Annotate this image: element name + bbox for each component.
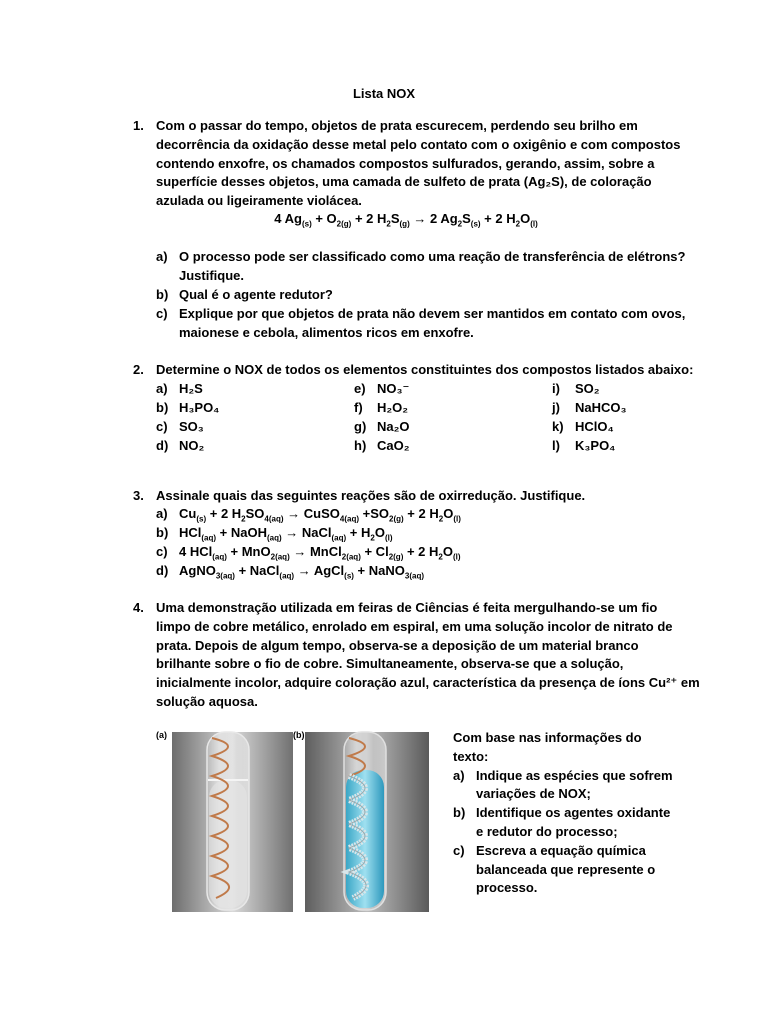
item-label: f)	[354, 400, 363, 415]
question-4-line: brilhante sobre o fio de cobre. Simultaneamente, observa-se que a solução,	[156, 656, 624, 672]
item-label: b)	[156, 400, 169, 415]
compound-formula: H₂S	[179, 381, 203, 396]
item-label: c)	[156, 419, 168, 434]
item-label: c)	[156, 306, 168, 321]
page-title: Lista NOX	[352, 86, 416, 101]
question-1-line: azulada ou ligeiramente violácea.	[156, 193, 362, 209]
question-2-line: Determine o NOX de todos os elementos constituintes dos compostos listados abaixo:	[156, 362, 694, 377]
compound-formula: HClO₄	[575, 419, 614, 434]
item-text: Identifique os agentes oxidante	[476, 805, 671, 821]
question-1-item-a	[156, 248, 686, 288]
compound-formula: CaO₂	[377, 438, 410, 453]
question-4-line: prata. Depois de algum tempo, observa-se a deposição de um material branco	[156, 637, 639, 653]
question-1-item-c	[156, 305, 686, 345]
item-label: a)	[156, 249, 168, 264]
compound-formula: NO₂	[179, 438, 205, 453]
question-4-item-b	[453, 804, 673, 842]
question-1-text	[156, 117, 681, 211]
side-intro-line: Com base nas informações do	[453, 730, 642, 745]
item-label: l)	[552, 438, 560, 453]
compound-formula: H₂O₂	[377, 400, 409, 415]
item-label: j)	[552, 400, 560, 415]
item-label: b)	[156, 287, 169, 302]
item-label: g)	[354, 419, 367, 434]
item-label: a)	[156, 381, 168, 396]
question-4-line: solução aquosa.	[156, 693, 258, 709]
compound-formula: NO₃⁻	[377, 381, 410, 396]
item-label: a)	[156, 506, 168, 521]
item-label: d)	[156, 563, 169, 578]
question-3-number: 3.	[133, 488, 144, 503]
item-text: Explique por que objetos de prata não devem ser mantidos em contato com ovos,	[179, 306, 686, 321]
item-text: Indique as espécies que sofrem	[476, 767, 673, 783]
item-label: b)	[453, 805, 466, 821]
compound-formula: SO₂	[575, 381, 600, 396]
item-label: h)	[354, 438, 367, 453]
compound-formula: K₃PO₄	[575, 438, 616, 453]
reaction-equation: 4 HCl$_{(aq)}$ + MnO$_{2(aq)}$ → MnCl$_{2(aq)}$ + $Cl_{2(g)} + 2$ $H_2O_{(l)}$	[179, 544, 461, 562]
question-1-line: decorrência da oxidação desse metal pelo contato com o oxigênio e com compostos	[156, 136, 681, 152]
question-2-number: 2.	[133, 362, 144, 377]
item-label: c)	[156, 544, 168, 559]
compound-formula: NaHCO₃	[575, 400, 627, 415]
item-label: b)	[156, 525, 169, 540]
side-intro-line: texto:	[453, 748, 489, 764]
question-1-line: superfície desses objetos, uma camada de sulfeto de prata (Ag₂S), de coloração	[156, 174, 652, 190]
question-3-text	[156, 487, 656, 506]
question-4-line: inicialmente incolor, adquire coloração azul, característica da presença de íons Cu²⁺ em	[156, 675, 700, 691]
question-4-item-c	[453, 842, 673, 898]
test-tubes-illustration	[152, 728, 442, 914]
question-4-line: limpo de cobre metálico, enrolado em espiral, em uma solução incolor de nitrato de	[156, 618, 673, 634]
item-label: d)	[156, 438, 169, 453]
question-1-number: 1.	[133, 118, 144, 133]
reaction-equation: AgNO$_{3(aq)}$ + NaCl$_{(aq)}$ → AgCl$_{(s)}$ + NaNO$_{3(aq)}$	[179, 563, 424, 581]
reaction-equation: HCl$_{(aq)}$ + NaOH$_{(aq)}$ → NaCl$_{(aq)}$ + $H_2O_{(l)}$	[179, 525, 393, 543]
question-1-equation: 4 $Ag_{(s)} + O_{2(g)} + 2$ $H_2S_{(g)} \to 2$ $Ag_2S_{(s)} + 2$ $H_2O_{(l)}$	[274, 211, 538, 229]
item-text: O processo pode ser classificado como uma reação de transferência de elétrons?	[179, 249, 686, 264]
question-4-text	[156, 599, 700, 712]
item-text: Justifique.	[179, 268, 245, 283]
question-4-number: 4.	[133, 600, 144, 615]
question-2-text	[156, 361, 694, 380]
reaction-equation: $Cu_{(s)} + 2$ $H_2SO_{4(aq)}$ → CuSO$_{4(aq)}$ $+SO_{2(g)} + 2$ $H_2O_{(l)}$	[179, 506, 461, 524]
item-text: Qual é o agente redutor?	[179, 287, 333, 302]
question-4-item-a	[453, 767, 673, 805]
question-1-item-b	[156, 286, 676, 306]
item-label: e)	[354, 381, 366, 396]
figure-label-a: (a)	[156, 730, 167, 740]
question-1-line: contendo enxofre, os chamados compostos sulfurados, gerando, assim, sobre a	[156, 155, 655, 171]
item-text: e redutor do processo;	[476, 823, 618, 839]
item-label: k)	[552, 419, 564, 434]
item-text: variações de NOX;	[476, 786, 591, 802]
test-tubes-figure	[152, 728, 442, 914]
item-label: i)	[552, 381, 560, 396]
item-label: c)	[453, 842, 465, 858]
question-3-line: Assinale quais das seguintes reações são de oxirredução. Justifique.	[156, 488, 586, 503]
item-text: processo.	[476, 880, 538, 896]
compound-formula: SO₃	[179, 419, 204, 434]
question-4-subitems	[453, 729, 673, 898]
figure-label-b: (b)	[293, 730, 305, 740]
question-4-line: Uma demonstração utilizada em feiras de Ciências é feita mergulhando-se um fio	[156, 600, 658, 615]
item-text: Escreva a equação química	[476, 842, 646, 858]
compound-formula: H₃PO₄	[179, 400, 220, 415]
item-text: balanceada que represente o	[476, 861, 656, 877]
item-text: maionese e cebola, alimentos ricos em enxofre.	[179, 325, 474, 340]
compound-formula: Na₂O	[377, 419, 410, 434]
question-1-line: Com o passar do tempo, objetos de prata escurecem, perdendo seu brilho em	[156, 118, 638, 133]
item-label: a)	[453, 767, 465, 783]
